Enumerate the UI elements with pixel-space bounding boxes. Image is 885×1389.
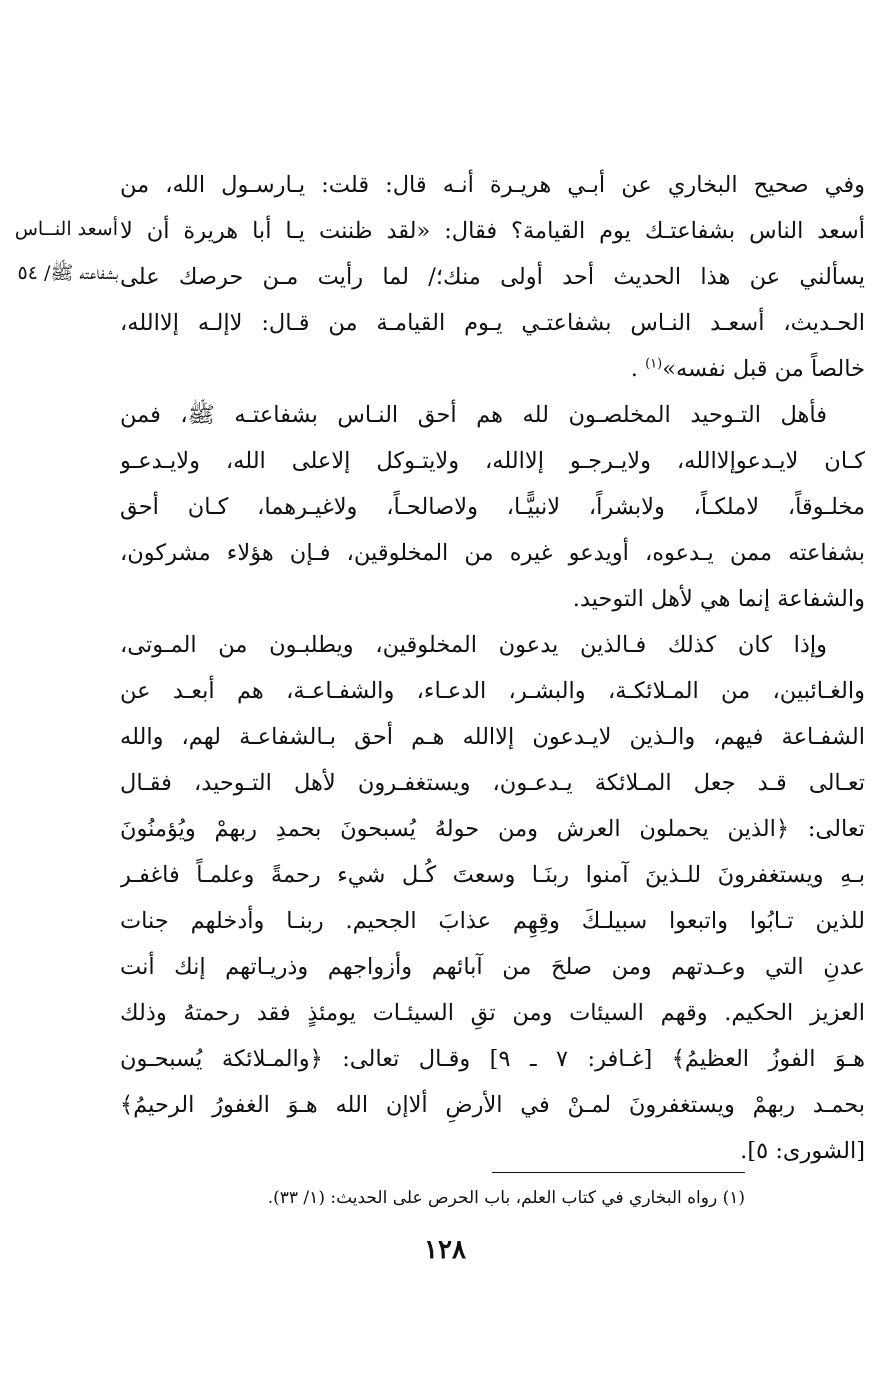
- footnote: (١) رواه البخاري في كتاب العلم، باب الحرص على الحديث: (١/ ٣٣).: [267, 1188, 745, 1208]
- text-line: للذين تـابُوا واتبعوا سبيلـكَ وقِهِم عذابَ الجحيم. ربنـا وأدخلهم جنات: [120, 908, 865, 934]
- text-line: فأهل التـوحيد المخلصـون لله هم أحق النـاس بشفاعتـه ﷺ، فمن: [120, 402, 827, 428]
- text-line-content: خالصاً من قبل نفسه»: [662, 356, 865, 382]
- text-line: الحـديث، أسعـد النـاس بشفاعتـي يـوم القيامـة من قـال: لاإلـه إلاالله،: [120, 310, 865, 336]
- text-line: هـوَ الفوزُ العظيمُ﴾ [غـافر: ٧ ـ ٩] وقـال تعالى: ﴿والمـلائكة يُسبحـون: [120, 1046, 865, 1072]
- text-line: وفي صحيح البخاري عن أبـي هريـرة أنـه قال: قلت: يـارسـول الله، من: [120, 172, 865, 198]
- text-line: بـهِ ويستغفرونَ للـذينَ آمنوا ربنَـا وسعتَ كُـل شيء رحمةً وعلمـاً فاغفـر: [120, 862, 865, 888]
- text-line: وإذا كان كذلك فـالذين يدعون المخلوقين، ويطلبـون من المـوتى،: [120, 632, 827, 658]
- text-line: [120, 346, 865, 392]
- text-line: [الشورى: ٥].: [740, 1138, 865, 1164]
- text-line: والشفاعة إنما هي لأهل التوحيد.: [572, 586, 865, 612]
- text-line: كـان لايـدعوإلاالله، ولايـرجـو إلاالله، ولايتـوكل إلاعلى الله، ولايـدعـو: [120, 448, 865, 474]
- text-line: أسعد الناس بشفاعتـك يوم القيامة؟ فقال: «لقد ظننت يـا أبا هريرة أن لا: [120, 218, 865, 244]
- text-line: تعالى: ﴿الذين يحملون العرش ومن حولهُ يُسبحونَ بحمدِ ربهمْ ويُؤمنُونَ: [120, 816, 865, 842]
- margin-note-line-1: أسعد النــاس: [14, 218, 118, 240]
- text-line-end: .: [630, 356, 646, 382]
- text-line: الشفـاعة فيهم، والـذين لايـدعون إلاالله هـم أحق بـالشفاعـة لهم، والله: [120, 724, 865, 750]
- text-line: بحمـد ربهمْ ويستغفرونَ لمـنْ في الأرضِ ألاإن الله هـوَ الغفورُ الرحيمُ﴾: [120, 1092, 865, 1118]
- text-line: والغـائبين، من المـلائكـة، والبشـر، الدعـاء، والشفـاعـة، هم أبعـد عن: [120, 678, 865, 704]
- footnote-separator: [492, 1172, 745, 1173]
- text-line: عدنِ التي وعـدتهم ومن صلحَ من آبائهم وأزواجهم وذريـاتهم إنك أنت: [120, 954, 865, 980]
- text-line: تعـالى قـد جعل المـلائكة يـدعـون، ويستغفـرون لأهل التـوحيد، فقـال: [120, 770, 865, 796]
- text-line: العزيز الحكيم. وقهم السيئات ومن تقِ السيئـات يومئذٍ فقد رحمتهُ وذلك: [120, 1000, 865, 1026]
- text-line: مخلـوقاً، لاملكـاً، ولابشراً، لانبيًّـا، ولاصالحـاً، ولاغيـرهما، كـان أحق: [120, 494, 865, 520]
- text-line: يسألني عن هذا الحديث أحد أولى منك؛/ لما رأيت مـن حرصك على: [120, 264, 865, 290]
- page-number: ١٢٨: [424, 1235, 466, 1265]
- body-text: [120, 162, 865, 1174]
- text-line: بشفاعته ممن يـدعوه، أويدعو غيره من المخلوقين، فـإن هؤلاء مشركون،: [120, 540, 865, 566]
- footnote-reference: (١): [645, 356, 663, 372]
- margin-note-line-2: بشفاعته ﷺ/ ٥٤: [17, 262, 118, 284]
